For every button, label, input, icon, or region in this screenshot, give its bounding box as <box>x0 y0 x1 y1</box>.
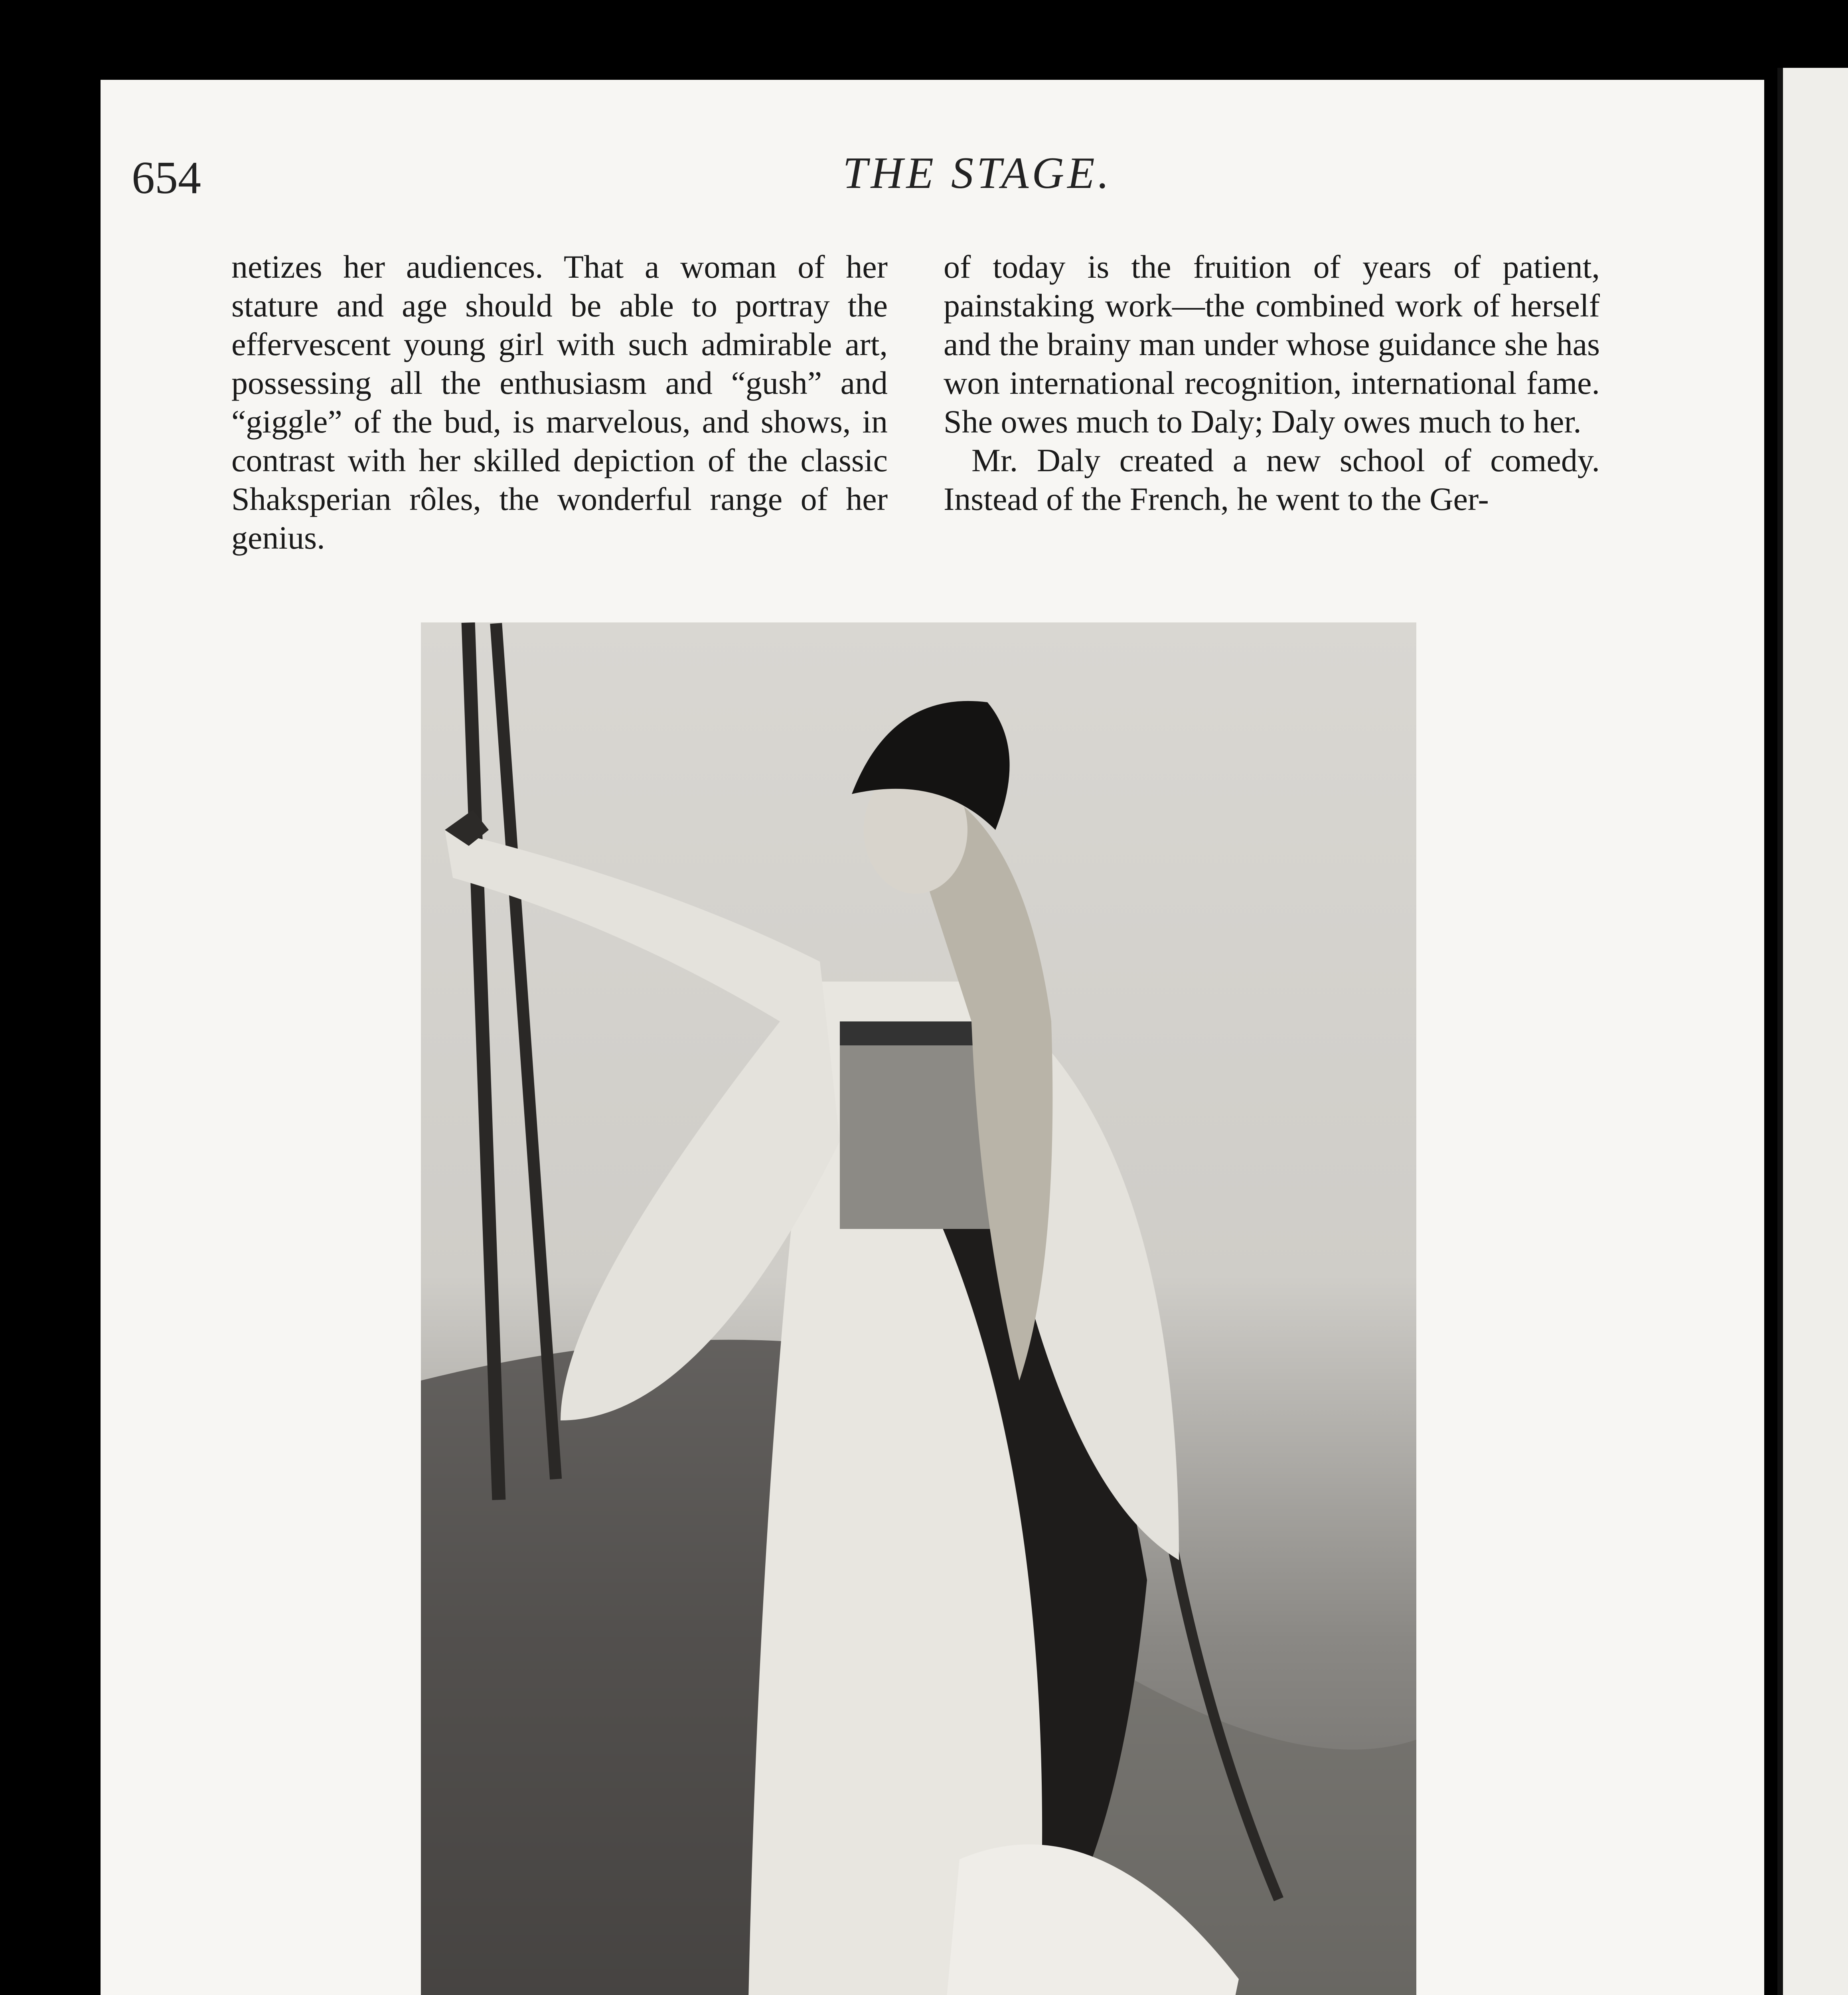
facing-page-edge <box>1777 68 1848 1995</box>
text-column-top-right <box>944 247 1600 518</box>
paragraph: Mr. Daly created a new school of comedy. Instead of the French, he went to the Ger- <box>944 442 1600 517</box>
paragraph: of today is the fruition of years of patient, painstaking work—the combined work of herself and the brainy man under whose guidance she has won international recognition, international fame. She owes much to Daly; Daly owes much to her. <box>944 249 1600 440</box>
paragraph: netizes her audiences. That a woman of her stature and age should be able to portray the effervescent young girl with such admirable art, possessing all the enthusiasm and “gush” and “giggle” of the bud, is marvelous, and shows, in contrast with her skilled depiction of the classic Shaksperian rôles, the wonderful range of her genius. <box>231 249 888 556</box>
portrait-photograph <box>421 622 1416 1995</box>
page-number: 654 <box>132 152 201 203</box>
running-head: THE STAGE. <box>843 148 1112 198</box>
text-column-top-left <box>231 247 888 557</box>
actress-figure-illustration <box>421 622 1416 1995</box>
